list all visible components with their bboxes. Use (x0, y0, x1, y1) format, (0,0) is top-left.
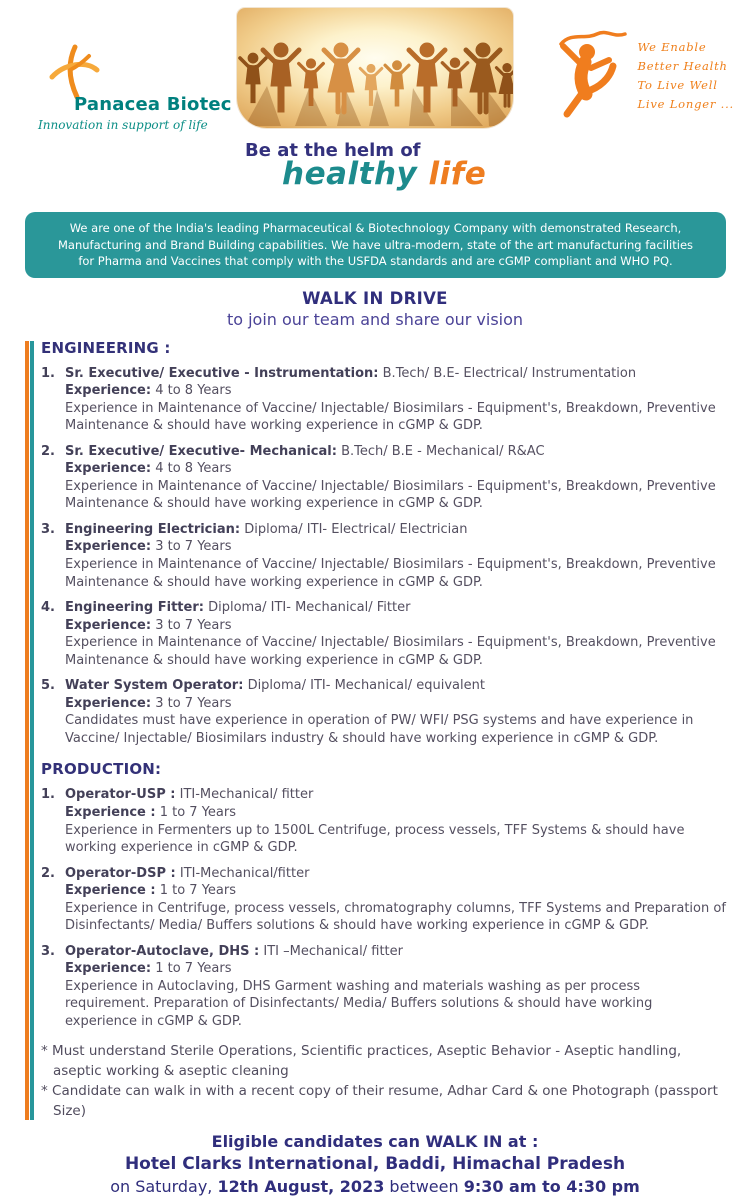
note-documents: * Candidate can walk in with a recent copy of their resume, Adhar Card & one Photograph (passport Size) (41, 1083, 718, 1120)
walk-in-drive-header (0, 289, 750, 329)
job-number: 1. (41, 787, 55, 803)
panacea-star-icon (48, 44, 100, 100)
job-item (41, 786, 726, 856)
company-intro-banner: We are one of the India's leading Pharmaceutical & Biotechnology Company with demonstrated Research, Manufacturing and Brand Building capabilities. We have ultra-modern, state of the art manufacturing facilities for Pharma and Vaccines that comply with the USFDA standards and are cGMP compliant and WHO PQ. (25, 212, 726, 278)
date-time: on Saturday, 12th August, 2023 between 9:30 am to 4:30 pm (110, 1176, 640, 1196)
brand-name: Panacea Biotec (74, 94, 232, 115)
job-number: 2. (41, 443, 55, 459)
job-number: 3. (41, 521, 55, 537)
job-number: 5. (41, 678, 55, 694)
walk-in-time: 9:30 am to 4:30 pm (463, 1176, 640, 1196)
job-item (41, 443, 726, 513)
dancing-figure-icon (549, 26, 631, 122)
job-listings (25, 339, 726, 1122)
header (0, 0, 750, 200)
candidate-notes (41, 1041, 726, 1122)
drive-title: WALK IN DRIVE (302, 288, 448, 308)
job-item (41, 943, 726, 1031)
note-sterile-operations: * Must understand Sterile Operations, Scientific practices, Aseptic Behavior - Aseptic handling, aseptic working & aseptic cleaning (41, 1042, 682, 1079)
right-tagline-line: To Live Well (637, 78, 718, 92)
job-experience-line: Experience: 4 to 8 Years (65, 461, 232, 477)
job-description: Experience in Fermenters up to 1500L Centrifuge, process vessels, TFF Systems & should have working experience in cGMP & GDP. (65, 822, 685, 856)
job-title-line: Operator-Autoclave, DHS : ITI –Mechanical/ fitter (65, 943, 403, 959)
job-item (41, 599, 726, 669)
job-experience-line: Experience : 1 to 7 Years (65, 883, 237, 899)
job-number: 2. (41, 865, 55, 881)
venue: Hotel Clarks International, Baddi, Himachal Pradesh (124, 1153, 626, 1174)
job-title-line: Engineering Fitter: Diploma/ ITI- Mechanical/ Fitter (65, 600, 411, 616)
job-item (41, 865, 726, 935)
job-item (41, 365, 726, 435)
job-item (41, 677, 726, 747)
walk-in-date: 12th August, 2023 (217, 1176, 385, 1196)
section-heading-production: PRODUCTION: (41, 760, 162, 779)
job-title-line: Water System Operator: Diploma/ ITI- Mechanical/ equivalent (65, 678, 485, 694)
section-heading-engineering: ENGINEERING : (41, 338, 171, 357)
job-description: Experience in Centrifuge, process vessels, chromatography columns, TFF Systems and Preparation of Disinfectants/ Media/ Buffers solutions & should have working experience in cGMP & GDP. (65, 900, 726, 934)
hero-headline-prefix: Be at the helm of (245, 140, 421, 161)
job-experience-line: Experience: 3 to 7 Years (65, 695, 232, 711)
job-description: Experience in Maintenance of Vaccine/ Injectable/ Biosimilars - Equipment's, Breakdown, Preventive Maintenance & should have working experience in cGMP & GDP. (65, 400, 716, 434)
hero-word-healthy: healthy (282, 156, 418, 192)
hero-image (237, 8, 513, 128)
paper-family-illustration (237, 8, 513, 128)
job-number: 4. (41, 600, 55, 616)
hero-headline (282, 156, 486, 192)
job-item (41, 521, 726, 591)
job-experience-line: Experience: 3 to 7 Years (65, 617, 232, 633)
job-number: 1. (41, 365, 55, 381)
hero-word-life: life (428, 156, 487, 192)
right-tagline-line: Better Health (637, 59, 728, 73)
walk-in-footer (0, 1132, 750, 1196)
job-experience-line: Experience: 3 to 7 Years (65, 539, 232, 555)
accent-stripe-teal (30, 341, 34, 1120)
accent-stripe-orange (25, 341, 29, 1120)
job-description: Experience in Maintenance of Vaccine/ Injectable/ Biosimilars - Equipment's, Breakdown, Preventive Maintenance & should have working experience in cGMP & GDP. (65, 556, 716, 590)
job-title-line: Sr. Executive/ Executive - Instrumentation: B.Tech/ B.E- Electrical/ Instrumentation (65, 365, 637, 381)
footer-callout: Eligible candidates can WALK IN at : (211, 1131, 539, 1151)
job-title-line: Operator-DSP : ITI-Mechanical/fitter (65, 865, 310, 881)
job-experience-line: Experience: 4 to 8 Years (65, 383, 232, 399)
job-title-line: Operator-USP : ITI-Mechanical/ fitter (65, 787, 314, 803)
right-tagline (637, 38, 734, 114)
job-description: Candidates must have experience in operation of PW/ WFI/ PSG systems and have experience in Vaccine/ Injectable/ Biosimilars industry & should have working experience in cGMP & GDP. (65, 713, 694, 746)
right-tagline-line: Live Longer ... (637, 97, 734, 111)
better-health-logo (549, 26, 734, 122)
job-number: 3. (41, 943, 55, 959)
brand-tagline: Innovation in support of life (38, 118, 208, 132)
job-title-line: Engineering Electrician: Diploma/ ITI- Electrical/ Electrician (65, 521, 468, 537)
job-experience-line: Experience: 1 to 7 Years (65, 961, 232, 977)
drive-subtitle: to join our team and share our vision (226, 309, 524, 329)
right-tagline-line: We Enable (637, 40, 707, 54)
job-description: Experience in Maintenance of Vaccine/ Injectable/ Biosimilars - Equipment's, Breakdown, Preventive Maintenance & should have working experience in cGMP & GDP. (65, 478, 716, 512)
job-description: Experience in Autoclaving, DHS Garment washing and materials washing as per process requirement. Preparation of Disinfectants/ Media/ Buffers solutions & should have working experience in cGMP & GDP. (65, 978, 653, 1029)
job-experience-line: Experience : 1 to 7 Years (65, 804, 237, 820)
job-description: Experience in Maintenance of Vaccine/ Injectable/ Biosimilars - Equipment's, Breakdown, Preventive Maintenance & should have working experience in cGMP & GDP. (65, 635, 716, 668)
job-title-line: Sr. Executive/ Executive- Mechanical: B.Tech/ B.E - Mechanical/ R&AC (65, 443, 545, 459)
